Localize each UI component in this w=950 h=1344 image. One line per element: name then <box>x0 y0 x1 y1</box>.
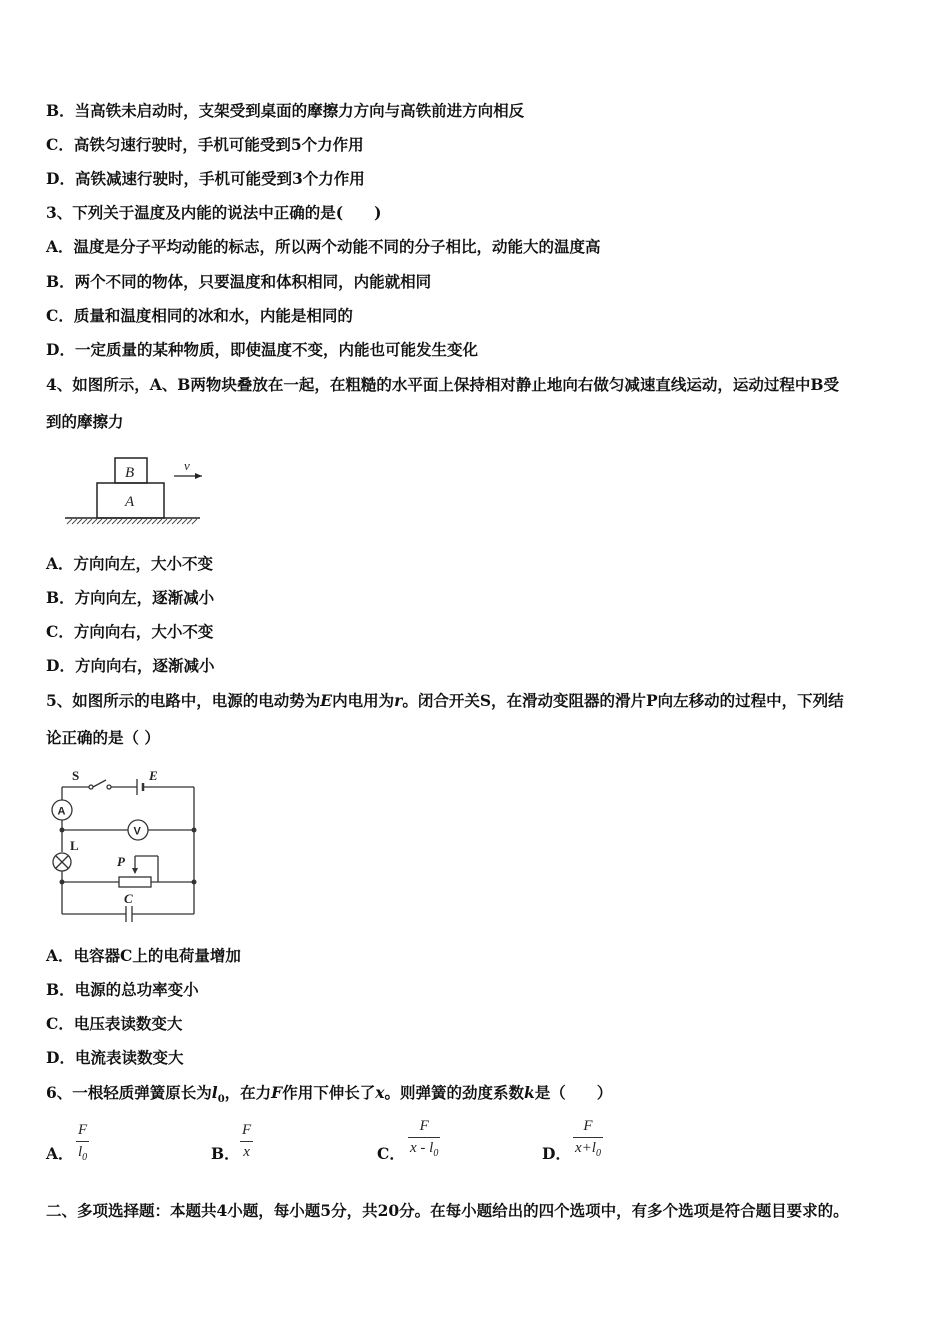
q6-option-c-fraction <box>408 1118 440 1159</box>
q4-option-d: D．方向向右，逐渐减小 <box>46 656 215 675</box>
q6-stem-part4: 。则弹簧的劲度系数 <box>384 1083 524 1102</box>
q6-stem-part1: 6、一根轻质弹簧原长为 <box>46 1083 212 1102</box>
q5-stem-e: E <box>320 691 333 710</box>
q6-stem-part3: 作用下伸长了 <box>282 1083 376 1102</box>
q2-option-c: C．高铁匀速行驶时，手机可能受到5个力作用 <box>46 135 364 154</box>
q5-stem-part1: 5、如图所示的电路中，电源的电动势为 <box>46 691 321 710</box>
q5-label-v: V <box>133 825 141 838</box>
q3-stem: 3、下列关于温度及内能的说法中正确的是( ) <box>46 203 382 222</box>
q6-option-c-den: x - $l_0$ <box>410 1140 439 1159</box>
q5-circuit-diagram <box>44 762 204 922</box>
q5-label-e: E <box>149 768 158 783</box>
q4-option-c: C．方向向右，大小不变 <box>46 622 214 641</box>
q5-stem-line2: 论正确的是（ ） <box>46 728 160 747</box>
q4-option-b: B．方向向左，逐渐减小 <box>46 588 215 607</box>
q5-stem-r: r <box>394 691 403 710</box>
q4-stem-line1: 4、如图所示，A、B两物块叠放在一起，在粗糙的水平面上保持相对静止地向右做匀减速直线运动，运动过程中B受 <box>46 375 840 394</box>
q6-option-b-den: x <box>243 1144 250 1160</box>
q4-label-a: A <box>125 494 135 510</box>
q6-stem <box>46 1082 612 1111</box>
q3-option-c: C．质量和温度相同的冰和水，内能是相同的 <box>46 306 353 325</box>
q6-stem-part2: ，在力 <box>224 1083 272 1102</box>
q2-option-b: B．当高铁未启动时，支架受到桌面的摩擦力方向与高铁前进方向相反 <box>46 101 525 120</box>
q6-stem-k: k <box>523 1083 535 1102</box>
q6-option-a-num: F <box>78 1122 88 1138</box>
q2-option-d: D．高铁减速行驶时，手机可能受到3个力作用 <box>46 169 365 188</box>
q6-option-a-fraction <box>76 1122 89 1163</box>
q6-option-a-label: A． <box>46 1144 74 1163</box>
q6-stem-part5: 是（ ） <box>534 1083 613 1102</box>
q5-option-c: C．电压表读数变大 <box>46 1014 183 1033</box>
q6-option-b-label: B． <box>211 1144 240 1163</box>
q4-stem-line2: 到的摩擦力 <box>46 412 124 431</box>
q6-option-d-fraction <box>573 1118 603 1159</box>
q6-stem-x: x <box>375 1083 385 1102</box>
q6-stem-l: l <box>211 1083 218 1102</box>
q6-option-d-den: $x+l_0$ <box>575 1140 601 1159</box>
q5-label-c: C <box>124 891 133 906</box>
section2-heading: 二、多项选择题：本题共4小题，每小题5分，共20分。在每小题给出的四个选项中，有多个选项是符合题目要求的。 <box>46 1201 849 1220</box>
q5-option-b: B．电源的总功率变小 <box>46 980 199 999</box>
q6-option-b-num: F <box>242 1122 252 1138</box>
q5-label-p: P <box>117 854 125 869</box>
q4-option-a: A．方向向左，大小不变 <box>46 554 214 573</box>
q3-option-a: A．温度是分子平均动能的标志，所以两个动能不同的分子相比，动能大的温度高 <box>46 237 601 256</box>
q5-stem-part3: 。闭合开关S，在滑动变阻器的滑片P向左移动的过程中，下列结 <box>402 691 844 710</box>
q6-option-a-den: $l_0$ <box>78 1144 88 1163</box>
q6-stem-l-sub: 0 <box>217 1094 225 1106</box>
q4-label-v: v <box>184 458 190 473</box>
q6-option-c-num: F <box>419 1118 429 1134</box>
q3-option-b: B．两个不同的物体，只要温度和体积相同，内能就相同 <box>46 272 432 291</box>
q6-option-b-fraction <box>240 1122 253 1161</box>
q4-label-b: B <box>125 465 135 481</box>
q4-block-diagram <box>62 450 207 530</box>
q6-option-d-label: D． <box>542 1144 571 1163</box>
q5-option-d: D．电流表读数变大 <box>46 1048 184 1067</box>
q5-stem-line1 <box>46 690 844 712</box>
q5-option-a: A．电容器C上的电荷量增加 <box>46 946 241 965</box>
q5-label-a: A <box>57 805 66 818</box>
q5-stem-part2: 内电用为 <box>332 691 395 710</box>
q5-label-s: S <box>72 768 80 783</box>
q6-stem-f: F <box>271 1083 283 1102</box>
q6-option-d-num: F <box>583 1118 593 1134</box>
q5-label-l: L <box>70 838 79 853</box>
q3-option-d: D．一定质量的某种物质，即使温度不变，内能也可能发生变化 <box>46 340 478 359</box>
q6-option-c-label: C． <box>377 1144 405 1163</box>
